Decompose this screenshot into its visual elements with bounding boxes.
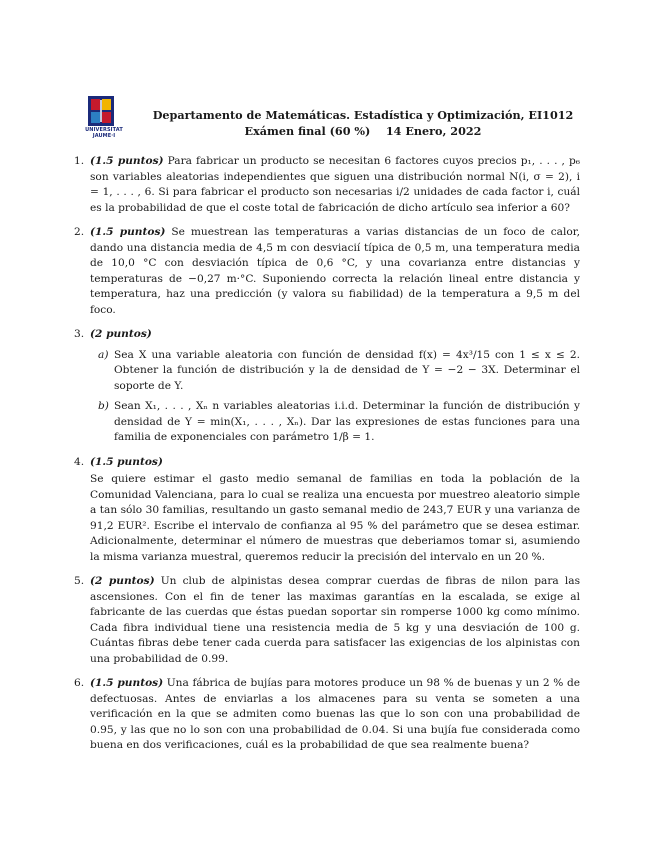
question-number: 5. [74, 575, 85, 587]
question-text: Un club de alpinistas desea comprar cuerdas de fibras de nilon para las ascensiones. Con el fin de tener las maximas garantías en la escalada, se exige al fabricante de las cuerdas que éstas puedan soportar sin romperse 1000 kg como mínimo. Cada fibra individual tiene una resistencia media de 5 kg y una desviación de 100 g. Cuántas fibras debe tener cada cuerda para satisfacer las exigencias de los alpinistas con una probabilidad de 0.99. [90, 575, 580, 665]
logo-text-line1: UNIVERSITAT [85, 127, 123, 133]
question-2 [74, 225, 580, 318]
question-number: 4. [74, 455, 85, 468]
question-points: (1.5 puntos) [90, 155, 164, 167]
question-points: (1.5 puntos) [90, 455, 163, 468]
university-logo-icon [88, 96, 114, 126]
question-3 [74, 327, 580, 446]
department-title: Departamento de Matemáticas. Estadística y Optimización, EI1012 [152, 108, 574, 122]
exam-subtitle: Exámen final (60 %) 14 Enero, 2022 [244, 124, 482, 138]
question-text: Una fábrica de bujías para motores produce un 98 % de buenas y un 2 % de defectuosas. Antes de enviarlas a los almacenes para su venta se someten a una verificación en la que se admiten como buenas las que lo son con una probabilidad de 0.95, y las que no lo son con una probabilidad de 0.04. Si una bujía fue considerada como buena en dos verificaciones, cuál es la probabilidad de que sea realmente buena? [90, 677, 580, 751]
subquestion-a [90, 348, 580, 395]
question-5 [74, 574, 580, 667]
question-1 [74, 154, 580, 216]
question-6 [74, 676, 580, 754]
subquestion-text: Sean X₁, . . . , Xₙ n variables aleatorias i.i.d. Determinar la función de distribución y densidad de Y = min(X₁, . . . , Xₙ). Dar las expresiones de estas funciones para una familia de exponenciales con parámetro 1/β = 1. [114, 400, 580, 443]
question-number: 3. [74, 328, 85, 340]
logo-text-line2: JAUME·I [92, 133, 116, 139]
subquestion-label: b) [98, 400, 109, 412]
question-points: (1.5 puntos) [90, 226, 166, 238]
question-text: Para fabricar un producto se necesitan 6 factores cuyos precios p₁, . . . , p₆ son variables aleatorias independientes que siguen una distribución normal N(i, σ = 2), i = 1, . . . , 6. Si para fabricar el producto son necesarias i/2 unidades de cada factor i, cuál es la probabilidad de que el coste total de fabricación de dicho artículo sea inferior a 60? [90, 155, 580, 214]
university-logo [78, 96, 130, 142]
question-4 [74, 455, 580, 566]
question-points: (2 puntos) [90, 575, 155, 587]
question-points: (2 puntos) [90, 328, 152, 340]
subquestion-text: Sea X una variable aleatoria con función de densidad f(x) = 4x³/15 con 1 ≤ x ≤ 2. Obtener la función de distribución y la de densidad de Y = −2 − 3X. Determinar el soporte de Y. [114, 348, 580, 392]
subquestion-label: a) [98, 348, 109, 361]
question-list [74, 154, 580, 763]
question-number: 2. [74, 226, 85, 238]
question-text: Se quiere estimar el gasto medio semanal de familias en toda la población de la Comunidad Valenciana, para lo cual se realiza una encuesta por muestreo aleatorio simple a tan sólo 30 familias, resultando un gasto semanal medio de 243,7 EUR y una varianza de 91,2 EUR². Escribe el intervalo de confianza al 95 % del parámetro que se desea estimar. Adicionalmente, determinar el número de muestras que deberiamos tomar si, asumiendo la misma varianza muestral, queremos reducir la precisión del intervalo en un 20 %. [90, 473, 580, 563]
question-number: 1. [74, 155, 85, 167]
subquestion-b [90, 399, 580, 446]
question-text: Se muestrean las temperaturas a varias distancias de un foco de calor, dando una distancia media de 4,5 m con desviacií típica de 0,5 m, una temperatura media de 10,0 °C con desviación típica de 0,6 °C, y una covarianza entre distancias y temperaturas de −0,27 m·°C. Suponiendo correcta la relación lineal entre distancia y temperatura, haz una predicción (y valora su fiabilidad) de la temperatura a 9,5 m del foco. [90, 226, 580, 316]
exam-header [78, 96, 578, 142]
question-points: (1.5 puntos) [90, 677, 164, 689]
question-number: 6. [74, 677, 85, 689]
